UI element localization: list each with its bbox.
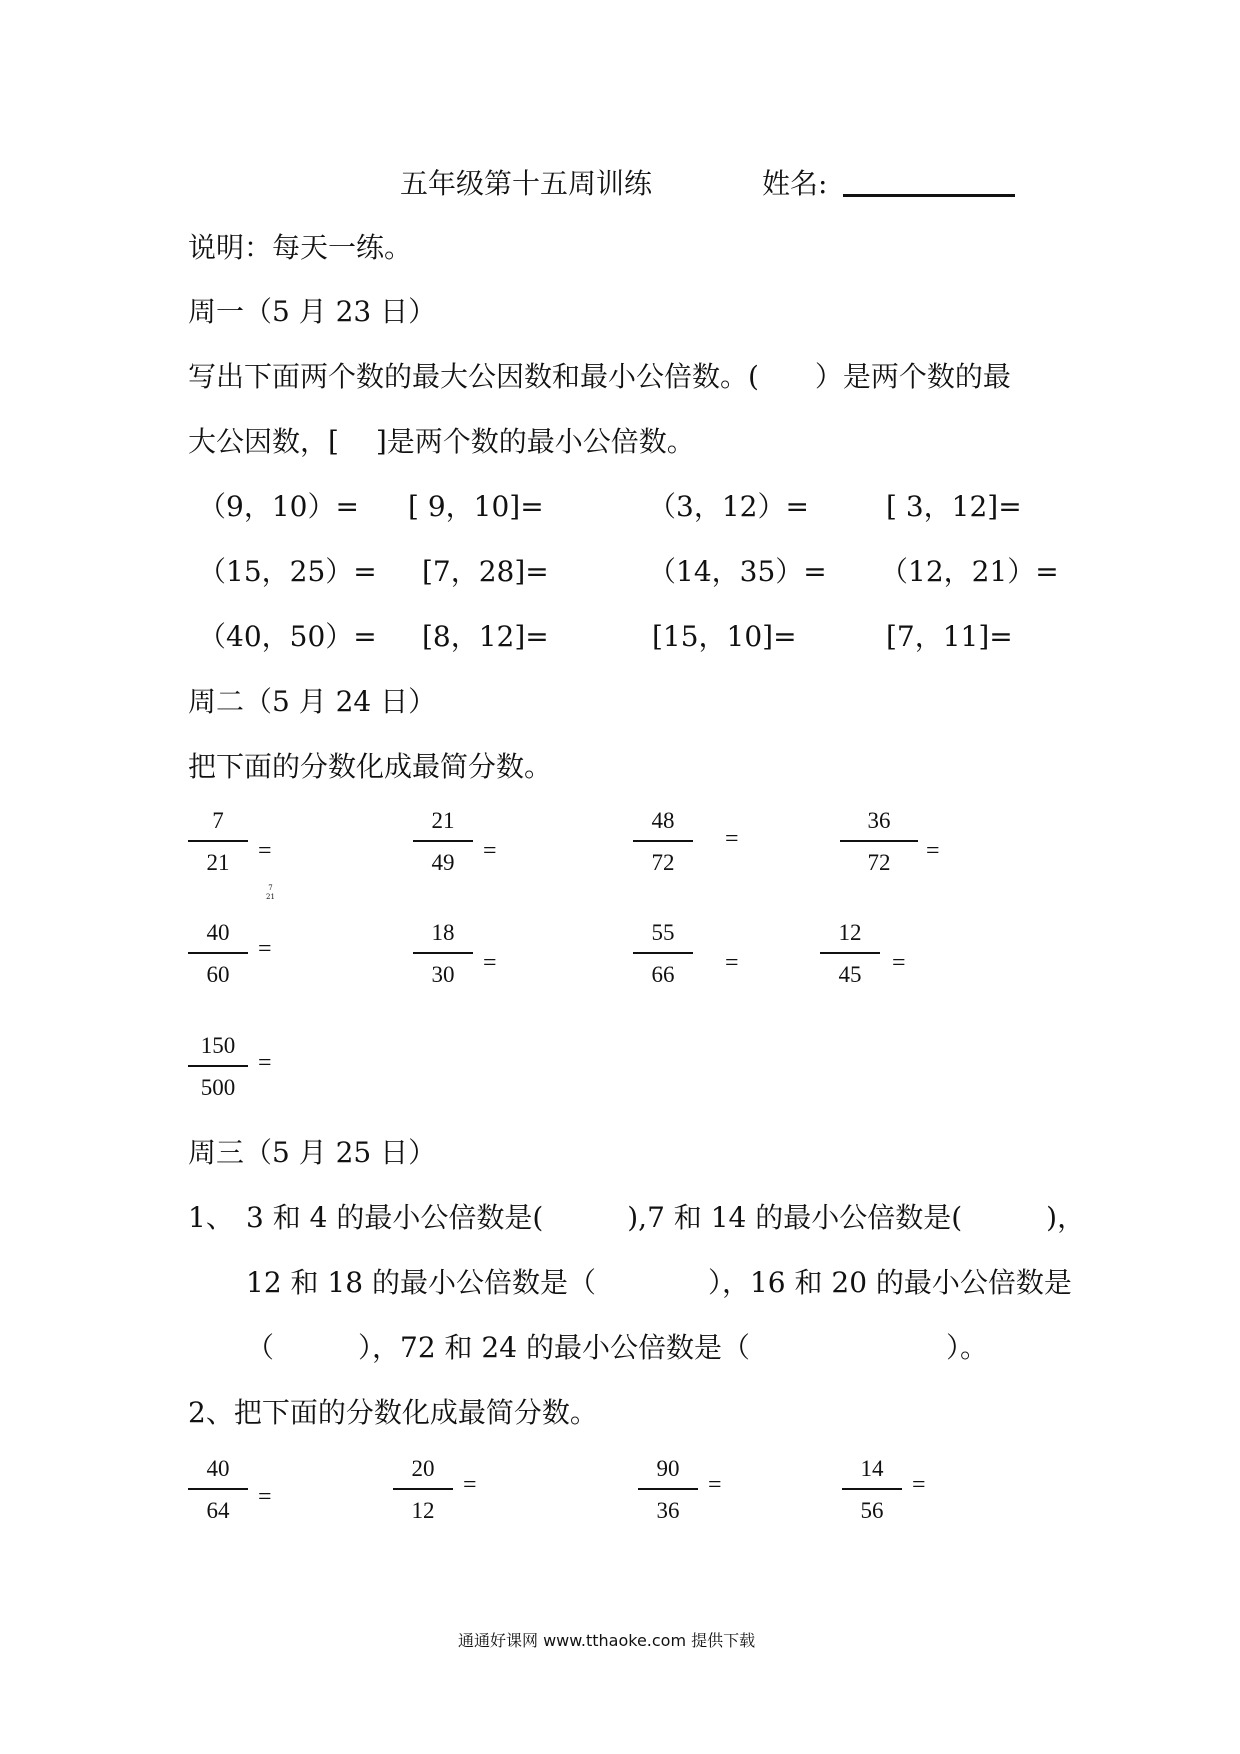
fraction-denominator: 56	[860, 1498, 884, 1523]
fraction	[188, 1454, 248, 1526]
gcd-lcm-item: （40，50）=	[198, 620, 377, 653]
equals-sign: =	[483, 950, 497, 976]
equals-sign: =	[258, 838, 272, 864]
fraction	[840, 806, 918, 878]
equals-sign: =	[892, 950, 906, 976]
fraction-denominator: 500	[200, 1075, 236, 1100]
fraction	[413, 806, 473, 878]
gcd-lcm-item: （3，12）=	[648, 490, 809, 523]
fraction-denominator: 12	[411, 1498, 435, 1523]
fraction-bar	[633, 952, 693, 954]
fraction	[633, 918, 693, 990]
fraction	[188, 806, 248, 878]
fraction-bar	[413, 952, 473, 954]
monday-heading: 周一（5 月 23 日）	[188, 295, 437, 328]
equals-sign: =	[258, 936, 272, 962]
fraction-denominator: 45	[838, 962, 862, 987]
fraction-denominator: 72	[867, 850, 891, 875]
fraction-bar	[188, 952, 248, 954]
fraction-bar	[393, 1488, 453, 1490]
fraction-denominator: 66	[651, 962, 675, 987]
q1-line2: 12 和 18 的最小公倍数是（ ），16 和 20 的最小公倍数是	[246, 1266, 1072, 1299]
gcd-lcm-item: [8，12]=	[422, 620, 549, 653]
q1-line1: 3 和 4 的最小公倍数是( ),7 和 14 的最小公倍数是( )，	[246, 1201, 1086, 1234]
fraction-numerator: 12	[838, 920, 862, 945]
name-label: 姓名:	[762, 167, 828, 200]
fraction	[633, 806, 693, 878]
fraction-denominator: 64	[206, 1498, 230, 1523]
fraction	[842, 1454, 902, 1526]
fraction-numerator: 40	[206, 920, 230, 945]
fraction-numerator: 36	[867, 808, 891, 833]
fraction-bar	[638, 1488, 698, 1490]
q2-instruction: 2、把下面的分数化成最简分数。	[188, 1396, 598, 1429]
tuesday-heading: 周二（5 月 24 日）	[188, 685, 437, 718]
fraction-numerator: 90	[656, 1456, 680, 1481]
monday-instruction-line2: 大公因数，[ ]是两个数的最小公倍数。	[188, 425, 695, 458]
fraction-bar	[633, 840, 693, 842]
gcd-lcm-item: [7，28]=	[422, 555, 549, 588]
fraction-bar	[188, 1488, 248, 1490]
fraction-denominator: 30	[431, 962, 455, 987]
fraction-numerator: 48	[651, 808, 675, 833]
fraction-bar	[842, 1488, 902, 1490]
equals-sign: =	[926, 838, 940, 864]
gcd-lcm-item: [7，11]=	[886, 620, 1013, 653]
fraction	[820, 918, 880, 990]
fraction-numerator: 40	[206, 1456, 230, 1481]
gcd-lcm-item: （12，21）=	[880, 555, 1059, 588]
gcd-lcm-item: （14，35）=	[648, 555, 827, 588]
fraction-bar	[413, 840, 473, 842]
fraction-numerator: 18	[431, 920, 455, 945]
fraction-bar	[188, 840, 248, 842]
stray-mark-denominator: 21	[266, 893, 275, 901]
equals-sign: =	[725, 950, 739, 976]
fraction-numerator: 7	[212, 808, 224, 833]
equals-sign: =	[483, 838, 497, 864]
fraction-numerator: 20	[411, 1456, 435, 1481]
wednesday-heading: 周三（5 月 25 日）	[188, 1136, 437, 1169]
fraction-denominator: 49	[431, 850, 455, 875]
equals-sign: =	[258, 1484, 272, 1510]
name-field	[762, 167, 1015, 200]
stray-mark-numerator: 7	[268, 884, 273, 892]
fraction-denominator: 21	[206, 850, 230, 875]
fraction	[393, 1454, 453, 1526]
fraction	[638, 1454, 698, 1526]
fraction	[413, 918, 473, 990]
gcd-lcm-item: （9，10）=	[198, 490, 359, 523]
fraction-denominator: 36	[656, 1498, 680, 1523]
equals-sign: =	[708, 1472, 722, 1498]
fraction-denominator: 60	[206, 962, 230, 987]
q1-line3: （ ），72 和 24 的最小公倍数是（ ）。	[246, 1331, 988, 1364]
fraction-bar	[840, 840, 918, 842]
equals-sign: =	[725, 826, 739, 852]
footer-credit: 通通好课网 www.tthaoke.com 提供下载	[458, 1631, 756, 1650]
fraction-bar	[188, 1065, 248, 1067]
stray-mark	[266, 884, 275, 902]
instructions-note: 说明：每天一练。	[188, 231, 413, 264]
gcd-lcm-item: [ 3，12]=	[886, 490, 1022, 523]
fraction	[188, 1031, 248, 1103]
fraction-numerator: 150	[200, 1033, 236, 1058]
question-number: 1、	[188, 1201, 234, 1234]
monday-instruction-line1: 写出下面两个数的最大公因数和最小公倍数。( ）是两个数的最	[188, 360, 1011, 393]
gcd-lcm-item: [ 9，10]=	[408, 490, 544, 523]
tuesday-instruction: 把下面的分数化成最简分数。	[188, 750, 553, 783]
equals-sign: =	[258, 1050, 272, 1076]
worksheet-title: 五年级第十五周训练	[400, 167, 653, 200]
fraction-bar	[820, 952, 880, 954]
equals-sign: =	[912, 1472, 926, 1498]
fraction-denominator: 72	[651, 850, 675, 875]
equals-sign: =	[463, 1472, 477, 1498]
fraction-numerator: 55	[651, 920, 675, 945]
fraction-numerator: 21	[431, 808, 455, 833]
gcd-lcm-item: [15，10]=	[652, 620, 797, 653]
name-blank-line[interactable]	[843, 193, 1015, 197]
fraction	[188, 918, 248, 990]
fraction-numerator: 14	[860, 1456, 884, 1481]
gcd-lcm-item: （15，25）=	[198, 555, 377, 588]
